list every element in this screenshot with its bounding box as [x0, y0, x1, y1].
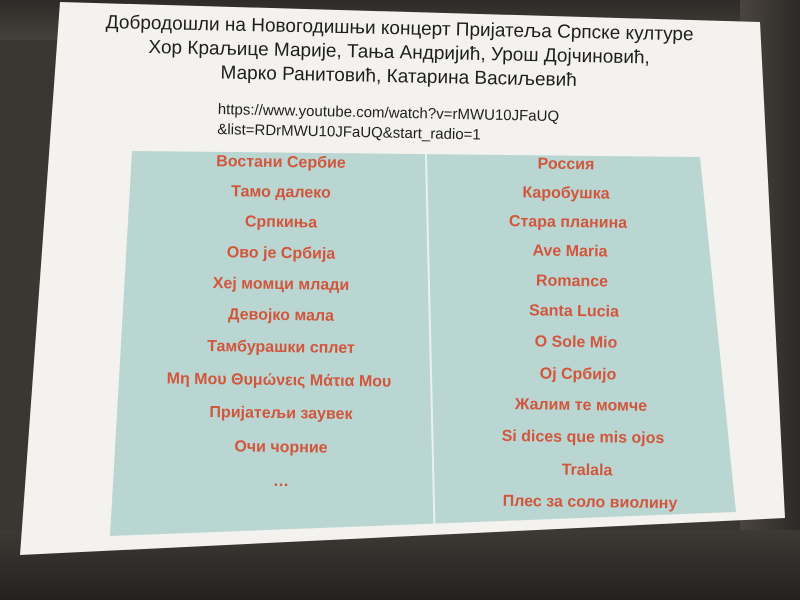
song-right-11: Tralala [561, 461, 613, 480]
song-right-9: Жалим те момче [514, 396, 648, 415]
slide-title [53, 10, 744, 96]
song-right-5: Romance [535, 272, 609, 291]
song-right-2: Каробушка [522, 184, 610, 203]
song-left-2: Тамо далеко [231, 183, 331, 202]
song-right-10: Si dices que mis ojos [501, 427, 665, 448]
song-left-3: Српкиња [244, 213, 318, 232]
url-line-1: https://www.youtube.com/watch?v=rMWU10JFaUQ [217, 100, 560, 126]
song-left-1: Востани Сербие [216, 153, 346, 172]
song-right-8: Ој Србијо [539, 365, 617, 384]
song-right-1: Россия [537, 155, 595, 174]
song-left-11: … [272, 472, 290, 491]
title-line-1: Добродошли на Новогодишњи концерт Пријатеља Српске културе [105, 12, 694, 46]
title-line-2: Хор Краљице Марије, Тања Андријић, Урош Дојчиновић, [148, 36, 651, 69]
song-left-4: Ово је Србија [226, 244, 336, 263]
song-left-6: Девојко мала [227, 306, 335, 325]
song-right-7: O Sole Mio [534, 333, 618, 352]
song-left-5: Хеј момци млади [212, 275, 350, 294]
song-left-7: Тамбурашки сплет [207, 337, 355, 358]
youtube-url [217, 100, 559, 147]
song-right-6: Santa Lucia [528, 302, 620, 321]
song-right-4: Ave Maria [532, 242, 608, 261]
title-line-3: Марко Ранитовић, Катарина Васиљевић [220, 62, 578, 91]
song-left-9: Пријатељи заувек [209, 404, 353, 423]
song-left-8: Μη Μου Θυμώνεις Μάτια Μου [166, 370, 392, 391]
song-right-12: Плес за соло виолину [502, 492, 678, 513]
url-line-2: &list=RDrMWU10JFaUQ&start_radio=1 [217, 120, 481, 144]
song-right-3: Стара планина [508, 213, 628, 232]
song-left-10: Очи чорние [234, 438, 328, 457]
